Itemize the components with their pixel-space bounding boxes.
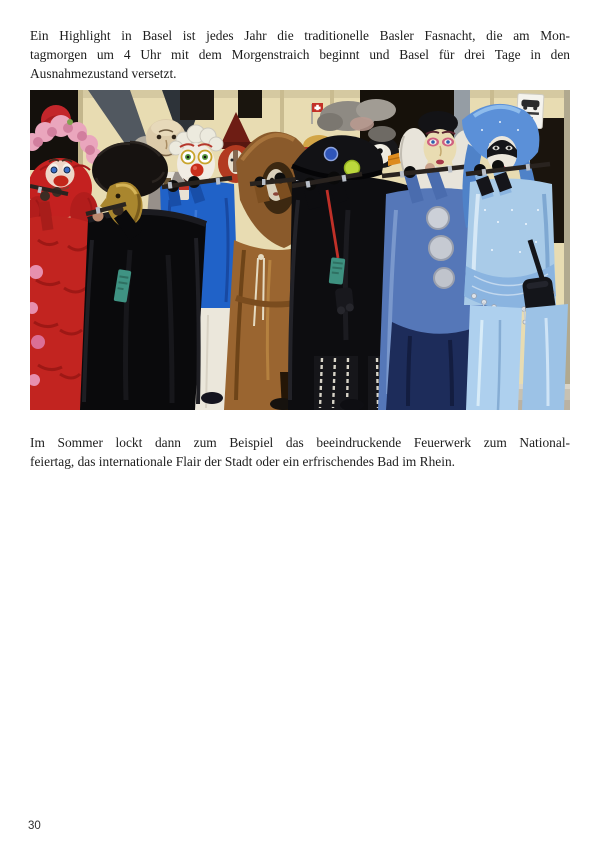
- fasnacht-photo: [30, 90, 570, 410]
- pompom: [427, 207, 449, 229]
- paragraph-line: tagmorgen um 4 Uhr mit dem Morgenstraich beginnt und Basel für drei Tage in den: [30, 47, 570, 62]
- page-number: 30: [28, 820, 41, 832]
- pompom: [429, 236, 453, 260]
- pompom: [434, 268, 454, 288]
- paragraph-line: feiertag, das internationale Flair der Stadt oder ein erfrischendes Bad im Rhein.: [30, 454, 456, 469]
- paragraph-fasnacht: [30, 26, 570, 83]
- paragraph-line: Ausnahmezustand versetzt.: [30, 66, 177, 81]
- fasnacht-photo-illustration: [30, 90, 570, 410]
- paragraph-sommer: [30, 433, 570, 471]
- hat-badge-blue: [325, 148, 338, 161]
- paragraph-line: Im Sommer lockt dann zum Beispiel das beeindruckende Feuerwerk zum National-: [30, 435, 570, 450]
- fasnacht-badge-card: [329, 257, 346, 284]
- hanging-case: [335, 287, 355, 315]
- paragraph-line: Ein Highlight in Basel ist jedes Jahr die traditionelle Basler Fasnacht, die am Mon-: [30, 28, 570, 43]
